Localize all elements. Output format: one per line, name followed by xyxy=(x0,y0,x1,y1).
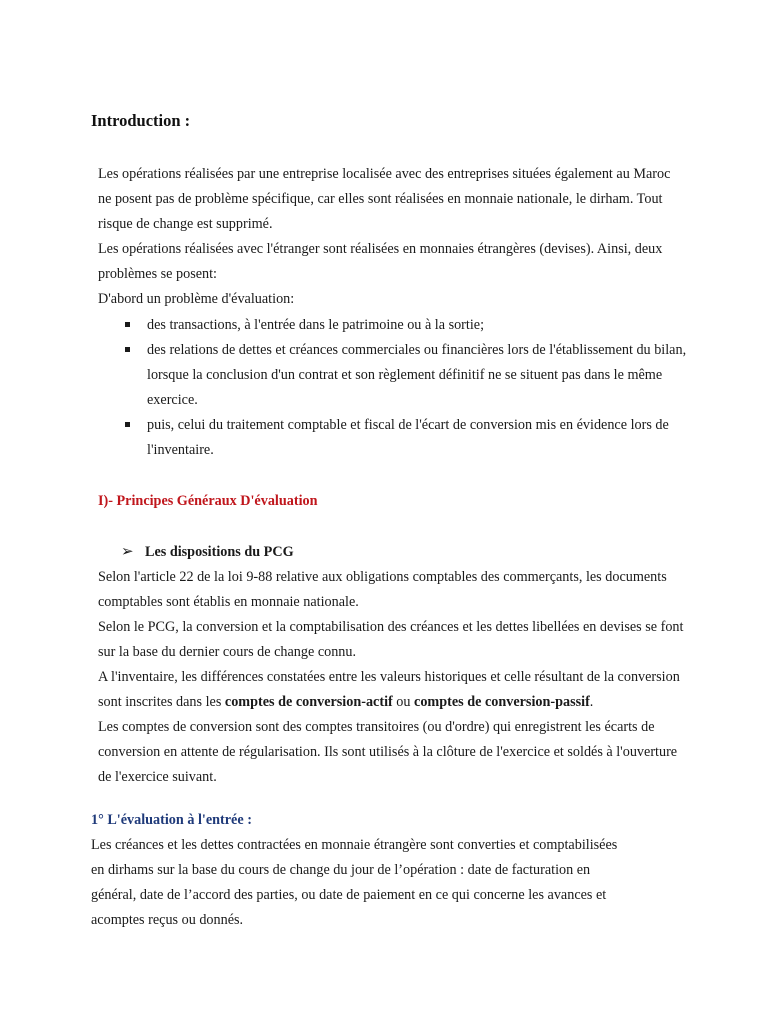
eval-line-3: général, date de l’accord des parties, ou date de paiement en ce qui concerne les avances et xyxy=(91,887,607,903)
intro-p1-line-2: ne posent pas de problème spécifique, car elles sont réalisées en monnaie nationale, le dirham. Tout xyxy=(98,191,663,207)
pcg-line-6-pre: sont inscrites dans les xyxy=(98,694,225,710)
arrow-bullet-icon: ➢ xyxy=(121,544,134,560)
eval-line-4: acomptes reçus ou donnés. xyxy=(91,912,244,928)
bullet-3-line-2: l'inventaire. xyxy=(147,442,214,458)
section-1-heading: I)- Principes Généraux D'évaluation xyxy=(98,493,318,509)
intro-heading: Introduction : xyxy=(91,111,191,130)
pcg-line-9: de l'exercice suivant. xyxy=(98,769,217,785)
pcg-line-6-end: . xyxy=(589,694,594,710)
intro-p1-line-1: Les opérations réalisées par une entreprise localisée avec des entreprises situées également au Maroc xyxy=(98,166,671,182)
pcg-line-1: Selon l'article 22 de la loi 9-88 relative aux obligations comptables des commerçants, les documents xyxy=(98,569,667,585)
conversion-passif-term: comptes de conversion-passif xyxy=(414,694,590,710)
bullet-2-line-3: exercice. xyxy=(147,392,198,408)
square-bullet-icon xyxy=(125,347,130,352)
pcg-heading: Les dispositions du PCG xyxy=(145,544,294,560)
bullet-1-line-1: des transactions, à l'entrée dans le patrimoine ou à la sortie; xyxy=(147,317,485,333)
eval-line-2: en dirhams sur la base du cours de change du jour de l’opération : date de facturation en xyxy=(91,862,591,878)
bullet-3-line-1: puis, celui du traitement comptable et fiscal de l'écart de conversion mis en évidence lors de xyxy=(147,417,669,433)
pcg-line-8: conversion en attente de régularisation. Ils sont utilisés à la clôture de l'exercice et soldés à l'ouverture xyxy=(98,744,678,760)
intro-p2-line-2: problèmes se posent: xyxy=(98,266,217,282)
pcg-line-6-ou: ou xyxy=(392,694,415,710)
pcg-line-6 xyxy=(98,693,593,711)
bullet-2-line-2: lorsque la conclusion d'un contrat et son règlement définitif ne se situent pas dans le même xyxy=(147,367,663,383)
square-bullet-icon xyxy=(125,322,130,327)
eval-heading: 1° L'évaluation à l'entrée : xyxy=(91,812,252,828)
pcg-line-4: sur la base du dernier cours de change connu. xyxy=(98,644,357,660)
square-bullet-icon xyxy=(125,422,130,427)
intro-p3: D'abord un problème d'évaluation: xyxy=(98,291,295,307)
intro-p2-line-1: Les opérations réalisées avec l'étranger sont réalisées en monnaies étrangères (devises). Ainsi, deux xyxy=(98,241,663,257)
intro-p1-line-3: risque de change est supprimé. xyxy=(98,216,273,232)
conversion-actif-term: comptes de conversion-actif xyxy=(224,694,393,710)
eval-line-1: Les créances et les dettes contractées en monnaie étrangère sont converties et comptabilisées xyxy=(91,837,618,853)
pcg-line-5: A l'inventaire, les différences constatées entre les valeurs historiques et celle résultant de la conversion xyxy=(98,669,680,685)
bullet-2-line-1: des relations de dettes et créances commerciales ou financières lors de l'établissement du bilan, xyxy=(147,342,687,358)
pcg-line-7: Les comptes de conversion sont des comptes transitoires (ou d'ordre) qui enregistrent les écarts de xyxy=(98,719,655,735)
pcg-line-2: comptables sont établis en monnaie nationale. xyxy=(98,594,359,610)
pcg-line-3: Selon le PCG, la conversion et la comptabilisation des créances et les dettes libellées en devises se font xyxy=(98,619,684,635)
